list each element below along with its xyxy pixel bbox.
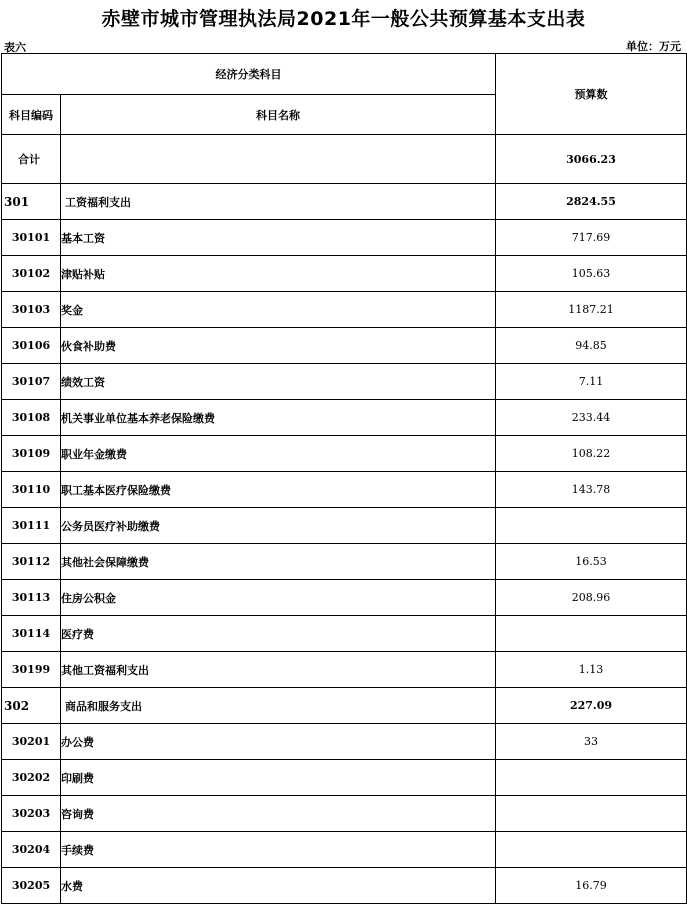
header-economic-category: 经济分类科目 [2,54,496,95]
header-budget-amount: 预算数 [496,54,687,135]
table-row [2,796,687,832]
row-amount: 2824.55 [496,184,687,220]
header-code: 科目编码 [2,95,61,135]
table-row [2,580,687,616]
row-amount: 105.63 [496,256,687,292]
table-row [2,508,687,544]
row-name: 印刷费 [61,760,496,796]
row-name: 津贴补贴 [61,256,496,292]
table-row [2,760,687,796]
row-code: 30199 [2,652,61,688]
row-amount: 143.78 [496,472,687,508]
row-code: 30202 [2,760,61,796]
row-amount [496,508,687,544]
row-code: 30107 [2,364,61,400]
header-name: 科目名称 [61,95,496,135]
row-amount: 1187.21 [496,292,687,328]
row-code: 30103 [2,292,61,328]
row-amount [496,760,687,796]
row-amount: 33 [496,724,687,760]
table-row [2,472,687,508]
table-row [2,220,687,256]
row-name: 奖金 [61,292,496,328]
row-name: 伙食补助费 [61,328,496,364]
row-amount [496,832,687,868]
row-code: 30203 [2,796,61,832]
row-code: 30109 [2,436,61,472]
row-amount: 94.85 [496,328,687,364]
table-row [2,652,687,688]
table-row [2,688,687,724]
row-code: 30102 [2,256,61,292]
row-name: 咨询费 [61,796,496,832]
row-name: 公务员医疗补助缴费 [61,508,496,544]
table-row [2,544,687,580]
row-name: 机关事业单位基本养老保险缴费 [61,400,496,436]
row-name: 职业年金缴费 [61,436,496,472]
table-row [2,400,687,436]
table-row [2,292,687,328]
row-code: 30201 [2,724,61,760]
row-name: 住房公积金 [61,580,496,616]
row-amount: 7.11 [496,364,687,400]
unit-label: 单位：万元 [626,40,681,53]
row-amount: 108.22 [496,436,687,472]
row-name: 水费 [61,868,496,904]
row-amount: 717.69 [496,220,687,256]
row-name: 职工基本医疗保险缴费 [61,472,496,508]
row-amount: 233.44 [496,400,687,436]
row-amount: 1.13 [496,652,687,688]
total-name [61,135,496,184]
row-name: 绩效工资 [61,364,496,400]
row-code: 30112 [2,544,61,580]
row-amount [496,616,687,652]
row-amount: 208.96 [496,580,687,616]
row-code: 302 [2,688,61,724]
header-row-group [2,54,687,95]
row-name: 手续费 [61,832,496,868]
row-code: 30205 [2,868,61,904]
table-id: 表六 [4,41,26,54]
row-code: 30204 [2,832,61,868]
row-code: 301 [2,184,61,220]
row-code: 30101 [2,220,61,256]
row-name: 商品和服务支出 [61,688,496,724]
row-amount: 16.53 [496,544,687,580]
row-name: 医疗费 [61,616,496,652]
table-row [2,364,687,400]
row-name: 基本工资 [61,220,496,256]
total-amount: 3066.23 [496,135,687,184]
table-row [2,868,687,904]
budget-table [1,53,687,904]
row-name: 工资福利支出 [61,184,496,220]
table-row [2,328,687,364]
row-amount: 227.09 [496,688,687,724]
total-row [2,135,687,184]
row-amount [496,796,687,832]
table-row [2,256,687,292]
row-name: 其他工资福利支出 [61,652,496,688]
row-code: 30106 [2,328,61,364]
row-name: 其他社会保障缴费 [61,544,496,580]
table-row [2,184,687,220]
table-row [2,616,687,652]
table-row [2,436,687,472]
row-code: 30110 [2,472,61,508]
row-code: 30111 [2,508,61,544]
table-row [2,832,687,868]
table-row [2,724,687,760]
row-amount: 16.79 [496,868,687,904]
total-label: 合计 [2,135,61,184]
page-title: 赤壁市城市管理执法局2021年一般公共预算基本支出表 [101,8,586,30]
row-code: 30108 [2,400,61,436]
row-code: 30114 [2,616,61,652]
row-name: 办公费 [61,724,496,760]
row-code: 30113 [2,580,61,616]
